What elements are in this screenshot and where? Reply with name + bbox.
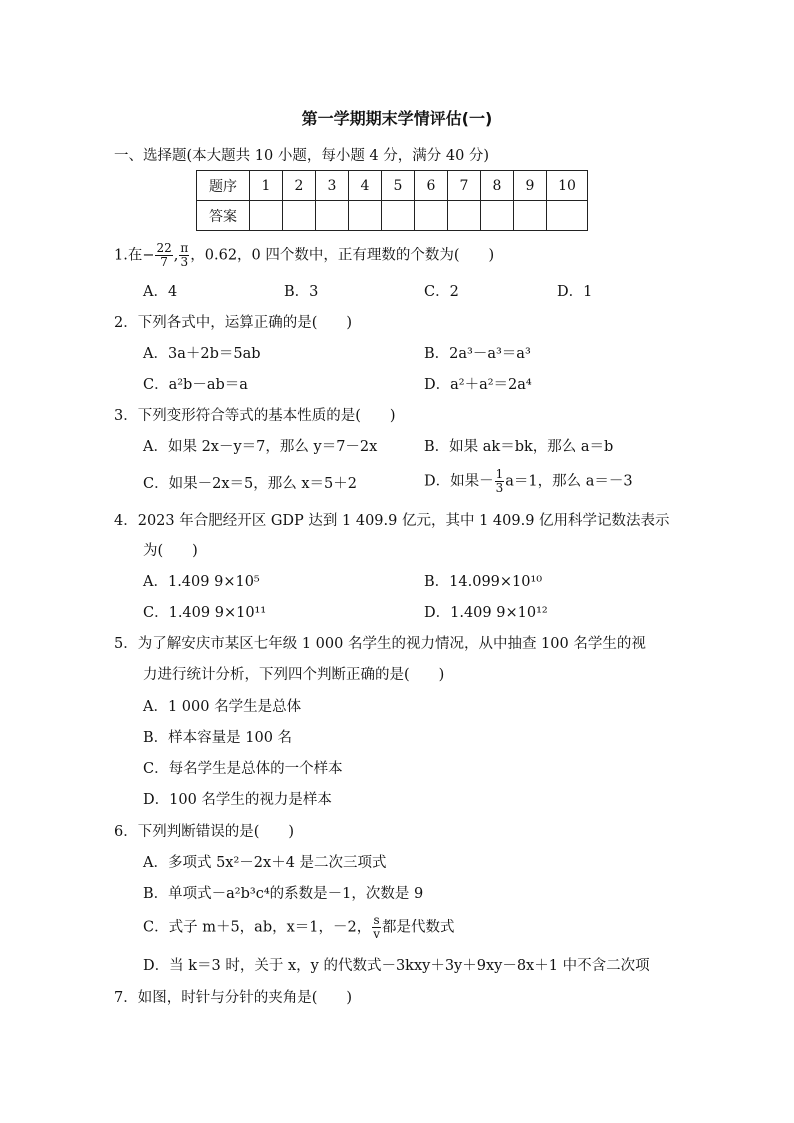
question-4-stem-line2: 为( ): [143, 543, 198, 559]
table-cell: 8: [481, 171, 514, 201]
table-cell: 3: [316, 171, 349, 201]
question-7-stem: 7．如图，时针与分针的夹角是( ): [114, 990, 353, 1006]
question-6-option-b[interactable]: B．单项式－a²b³c⁴的系数是－1，次数是 9: [143, 886, 424, 902]
question-2-option-a[interactable]: A．3a＋2b＝5ab: [143, 346, 261, 362]
question-6-option-c[interactable]: C．式子 m＋5，ab，x＝1，－2， $\frac{s}{v}$ 都是代数式: [143, 913, 455, 941]
page-title: 第一学期期末学情评估(一): [301, 109, 493, 128]
question-5-option-b[interactable]: B．样本容量是 100 名: [143, 730, 293, 746]
question-2-option-c[interactable]: C．a²b－ab＝a: [143, 377, 248, 393]
answer-cell[interactable]: [349, 201, 382, 231]
question-2-option-b[interactable]: B．2a³－a³＝a³: [424, 346, 531, 362]
question-6-option-d[interactable]: D．当 k＝3 时，关于 x，y 的代数式－3kxy＋3y＋9xy－8x＋1 中不含二次项: [143, 958, 650, 974]
question-3-option-a[interactable]: A．如果 2x－y＝7，那么 y＝7－2x: [143, 439, 378, 455]
table-cell: 6: [415, 171, 448, 201]
table-cell: 9: [514, 171, 547, 201]
table-header-cell: 答案: [197, 201, 250, 231]
table-row: [197, 201, 588, 231]
question-3-option-d[interactable]: D．如果－ $\frac{1}{3}$ a＝1，那么 a＝－3: [424, 467, 633, 495]
question-5-stem-line2: 力进行统计分析，下列四个判断正确的是( ): [143, 667, 445, 683]
fraction: $\frac{1}{3}$: [495, 467, 504, 495]
answer-cell[interactable]: [514, 201, 547, 231]
answer-cell[interactable]: [547, 201, 588, 231]
question-1-option-a[interactable]: A．4: [143, 284, 178, 300]
table-cell: 10: [547, 171, 588, 201]
question-1-stem: 1.在− $\frac{22}{7}$ , $\frac{\pi}{3}$ ，0.62，0 四个数中，正有理数的个数为( ): [114, 241, 495, 269]
table-cell: 1: [250, 171, 283, 201]
table-cell: 2: [283, 171, 316, 201]
answer-table: [196, 170, 588, 231]
table-cell: 4: [349, 171, 382, 201]
table-cell: 7: [448, 171, 481, 201]
question-5-option-c[interactable]: C．每名学生是总体的一个样本: [143, 761, 343, 777]
question-5-option-d[interactable]: D．100 名学生的视力是样本: [143, 792, 332, 808]
question-1-option-d[interactable]: D．1: [557, 284, 593, 300]
question-4-option-c[interactable]: C．1.409 9×10¹¹: [143, 605, 267, 621]
question-4-option-a[interactable]: A．1.409 9×10⁵: [143, 574, 260, 590]
table-row: [197, 171, 588, 201]
question-5-stem-line1: 5．为了解安庆市某区七年级 1 000 名学生的视力情况，从中抽查 100 名学生的视: [114, 636, 646, 652]
question-3-stem: 3．下列变形符合等式的基本性质的是( ): [114, 408, 396, 424]
question-3-option-b[interactable]: B．如果 ak＝bk，那么 a＝b: [424, 439, 614, 455]
fraction: $\frac{\pi}{3}$: [180, 241, 189, 269]
question-4-option-b[interactable]: B．14.099×10¹⁰: [424, 574, 543, 590]
question-6-stem: 6．下列判断错误的是( ): [114, 824, 295, 840]
answer-cell[interactable]: [415, 201, 448, 231]
question-4-stem-line1: 4．2023 年合肥经开区 GDP 达到 1 409.9 亿元，其中 1 409.9 亿用科学记数法表示: [114, 513, 670, 529]
table-header-cell: 题序: [197, 171, 250, 201]
answer-cell[interactable]: [250, 201, 283, 231]
answer-cell[interactable]: [316, 201, 349, 231]
question-6-option-a[interactable]: A．多项式 5x²－2x＋4 是二次三项式: [143, 855, 387, 871]
question-2-option-d[interactable]: D．a²＋a²＝2a⁴: [424, 377, 532, 393]
question-4-option-d[interactable]: D．1.409 9×10¹²: [424, 605, 548, 621]
fraction: $\frac{22}{7}$: [156, 241, 172, 269]
answer-cell[interactable]: [481, 201, 514, 231]
question-1-option-c[interactable]: C．2: [424, 284, 459, 300]
section-heading: 一、选择题(本大题共 10 小题，每小题 4 分，满分 40 分): [114, 148, 490, 164]
answer-cell[interactable]: [382, 201, 415, 231]
fraction: $\frac{s}{v}$: [373, 913, 381, 941]
question-3-option-c[interactable]: C．如果－2x＝5，那么 x＝5＋2: [143, 476, 357, 492]
answer-cell[interactable]: [283, 201, 316, 231]
table-cell: 5: [382, 171, 415, 201]
question-2-stem: 2．下列各式中，运算正确的是( ): [114, 315, 353, 331]
question-1-option-b[interactable]: B．3: [284, 284, 319, 300]
question-5-option-a[interactable]: A．1 000 名学生是总体: [143, 699, 302, 715]
answer-cell[interactable]: [448, 201, 481, 231]
